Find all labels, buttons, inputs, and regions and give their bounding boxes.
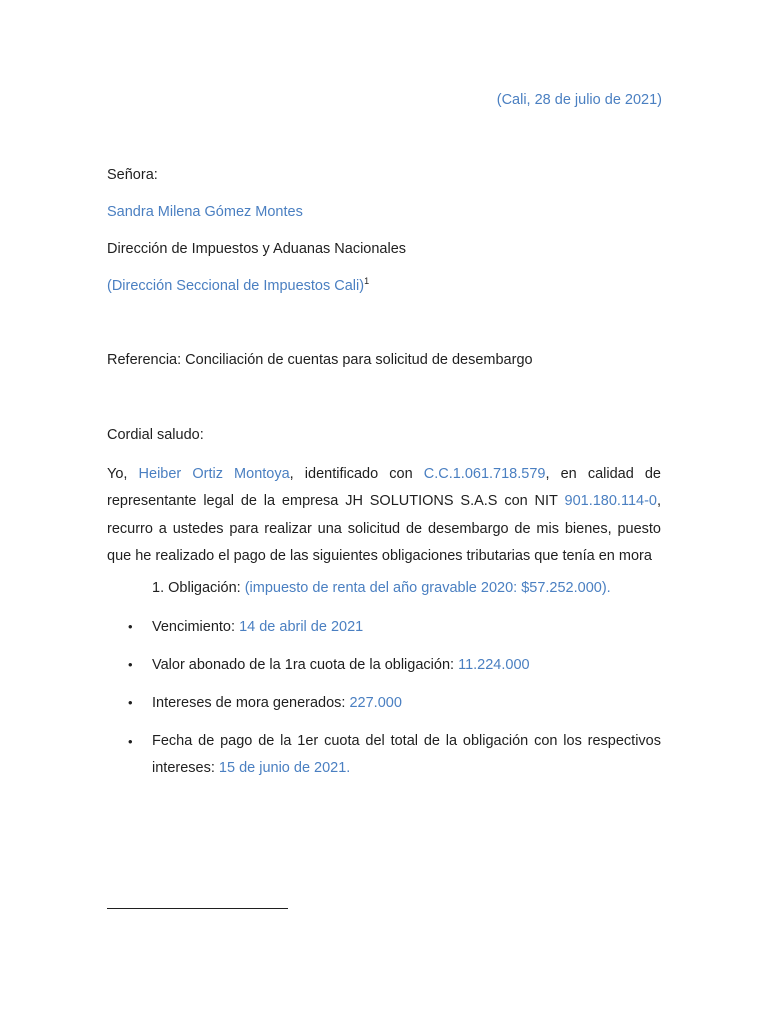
letter-date: (Cali, 28 de julio de 2021) [496,92,662,108]
bullet-label: Vencimiento: [152,619,240,635]
bullet-value: 15 de junio de 2021. [218,760,351,776]
body-paragraph [107,461,661,570]
obligation-item [152,578,611,598]
bullet-icon: • [128,734,133,749]
greeting: Cordial saludo: [107,427,204,443]
bullet-icon: • [128,619,133,634]
footnote-separator [107,908,288,909]
bullet-value: 227.000 [349,695,402,711]
reference-line: Referencia: Conciliación de cuentas para solicitud de desembargo [107,352,533,368]
bullet-value: 11.224.000 [458,657,530,673]
salutation-title: Señora: [107,167,158,183]
obligation-number: 1. [152,580,165,596]
recipient-organization: Dirección de Impuestos y Aduanas Nacionales [107,241,407,257]
footnote-reference: 1 [364,276,370,286]
body-text-4: , recurro a ustedes para realizar una solicitud de desembargo de mis bienes, puesto que he realizado el pago de las siguientes obligaciones tributarias que tenía en mora [107,493,661,564]
bullet-label: Intereses de mora generados: [152,695,350,711]
recipient-office-line [107,276,369,296]
nit-number: 901.180.114-0 [564,493,657,510]
bullet-label: Valor abonado de la 1ra cuota de la obligación: [152,657,459,673]
body-text-2: , identificado con [289,466,424,482]
id-number: C.C.1.061.718.579 [423,466,546,482]
bullet-icon: • [128,695,133,710]
bullet-icon: • [128,657,133,672]
bullet-label: Fecha de pago de la 1er cuota del total de la obligación con los respectivos intereses: [152,733,661,776]
signer-name: Heiber Ortiz Montoya [138,466,290,482]
obligation-value: (impuesto de renta del año gravable 2020: $57.252.000). [244,580,611,596]
recipient-name: Sandra Milena Gómez Montes [107,204,303,220]
recipient-office: (Dirección Seccional de Impuestos Cali) [107,278,365,294]
bullet-value: 14 de abril de 2021 [239,619,364,635]
body-text-3: , en calidad de representante legal de la empresa JH SOLUTIONS S.A.S con NIT [107,466,661,510]
obligation-label: Obligación: [168,580,245,596]
body-text-1: Yo, [107,466,139,482]
